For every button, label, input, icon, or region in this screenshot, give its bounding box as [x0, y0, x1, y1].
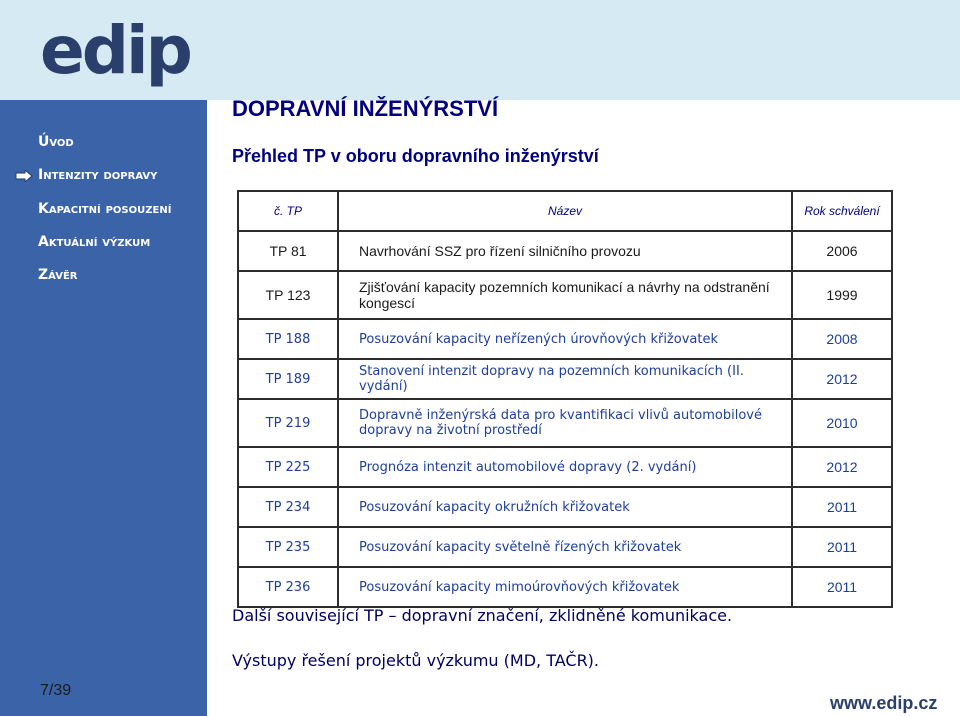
nav-item-intenzity-dopravy[interactable]: Intenzity dopravy — [38, 167, 158, 183]
sidebar — [0, 100, 207, 716]
tp-name-line: Dopravně inženýrská data pro kvantifikaci vlivů automobilové — [359, 408, 762, 423]
tp-name-line: Posuzování kapacity mimoúrovňových křižovatek — [359, 579, 680, 595]
tp-name-line: Posuzování kapacity světelně řízených křižovatek — [359, 539, 682, 555]
tp-name-line: Posuzování kapacity neřízených úrovňových křižovatek — [359, 331, 718, 347]
tp-name-cell — [338, 527, 792, 567]
tp-number-cell: TP 81 — [238, 231, 338, 271]
table-row — [238, 271, 892, 319]
tp-year-cell: 2011 — [792, 567, 892, 607]
tp-year-cell: 2011 — [792, 527, 892, 567]
tp-name-cell — [338, 487, 792, 527]
tp-number-cell: TP 219 — [238, 399, 338, 447]
tp-table — [237, 190, 893, 608]
website-url[interactable]: www.edip.cz — [830, 693, 938, 713]
tp-name-line: Posuzování kapacity okružních křižovatek — [359, 499, 630, 515]
nav-item-uvod[interactable]: Úvod — [38, 134, 74, 150]
tp-name-line: Zjišťování kapacity pozemních komunikací a návrhy na odstranění — [359, 279, 770, 295]
tp-number-cell: TP 225 — [238, 447, 338, 487]
note-related-tp: Další související TP – dopravní značení, zklidněné komunikace. — [232, 606, 733, 625]
tp-number-cell: TP 236 — [238, 567, 338, 607]
table-row — [238, 399, 892, 447]
table-row — [238, 487, 892, 527]
tp-name-cell — [338, 399, 792, 447]
table-row — [238, 567, 892, 607]
tp-name-cell — [338, 231, 792, 271]
header-name: Název — [338, 191, 792, 231]
tp-year-cell: 1999 — [792, 271, 892, 319]
tp-year-cell: 2008 — [792, 319, 892, 359]
arrow-right-icon — [15, 170, 33, 182]
tp-name-cell — [338, 359, 792, 399]
tp-name-cell — [338, 567, 792, 607]
tp-number-cell: TP 235 — [238, 527, 338, 567]
tp-name-line: Navrhování SSZ pro řízení silničního provozu — [359, 243, 641, 259]
tp-year-cell: 2006 — [792, 231, 892, 271]
tp-year-cell: 2010 — [792, 399, 892, 447]
tp-number-cell: TP 234 — [238, 487, 338, 527]
tp-name-line-2: kongescí — [359, 295, 416, 311]
note-research-outputs: Výstupy řešení projektů výzkumu (MD, TAČR). — [232, 651, 600, 670]
tp-year-cell: 2012 — [792, 359, 892, 399]
tp-name-cell — [338, 447, 792, 487]
tp-number-cell: TP 188 — [238, 319, 338, 359]
table-row — [238, 527, 892, 567]
tp-name-cell — [338, 271, 792, 319]
tp-number-cell: TP 189 — [238, 359, 338, 399]
header-year: Rok schválení — [792, 191, 892, 231]
table-row — [238, 231, 892, 271]
tp-number-cell: TP 123 — [238, 271, 338, 319]
nav-item-kapacitni-posouzeni[interactable]: Kapacitní posouzení — [38, 201, 172, 217]
tp-year-cell: 2012 — [792, 447, 892, 487]
tp-name-line-2: dopravy na životní prostředí — [359, 423, 542, 438]
header-tp-number: č. TP — [238, 191, 338, 231]
edip-logo: edip — [40, 12, 190, 89]
page-subtitle: Přehled TP v oboru dopravního inženýrství — [232, 146, 599, 166]
tp-name-line: Stanovení intenzit dopravy na pozemních komunikacích (II. vydání) — [359, 364, 744, 394]
table-row — [238, 319, 892, 359]
tp-year-cell: 2011 — [792, 487, 892, 527]
table-row — [238, 359, 892, 399]
page-number: 7/39 — [40, 682, 72, 699]
tp-name-cell — [338, 319, 792, 359]
nav-item-aktualni-vyzkum[interactable]: Aktuální výzkum — [38, 234, 151, 250]
table-header-row — [238, 191, 892, 231]
nav-item-zaver[interactable]: Závěr — [38, 267, 78, 283]
page-title: DOPRAVNÍ INŽENÝRSTVÍ — [232, 96, 499, 121]
tp-name-line: Prognóza intenzit automobilové dopravy (2. vydání) — [359, 459, 697, 475]
table-row — [238, 447, 892, 487]
